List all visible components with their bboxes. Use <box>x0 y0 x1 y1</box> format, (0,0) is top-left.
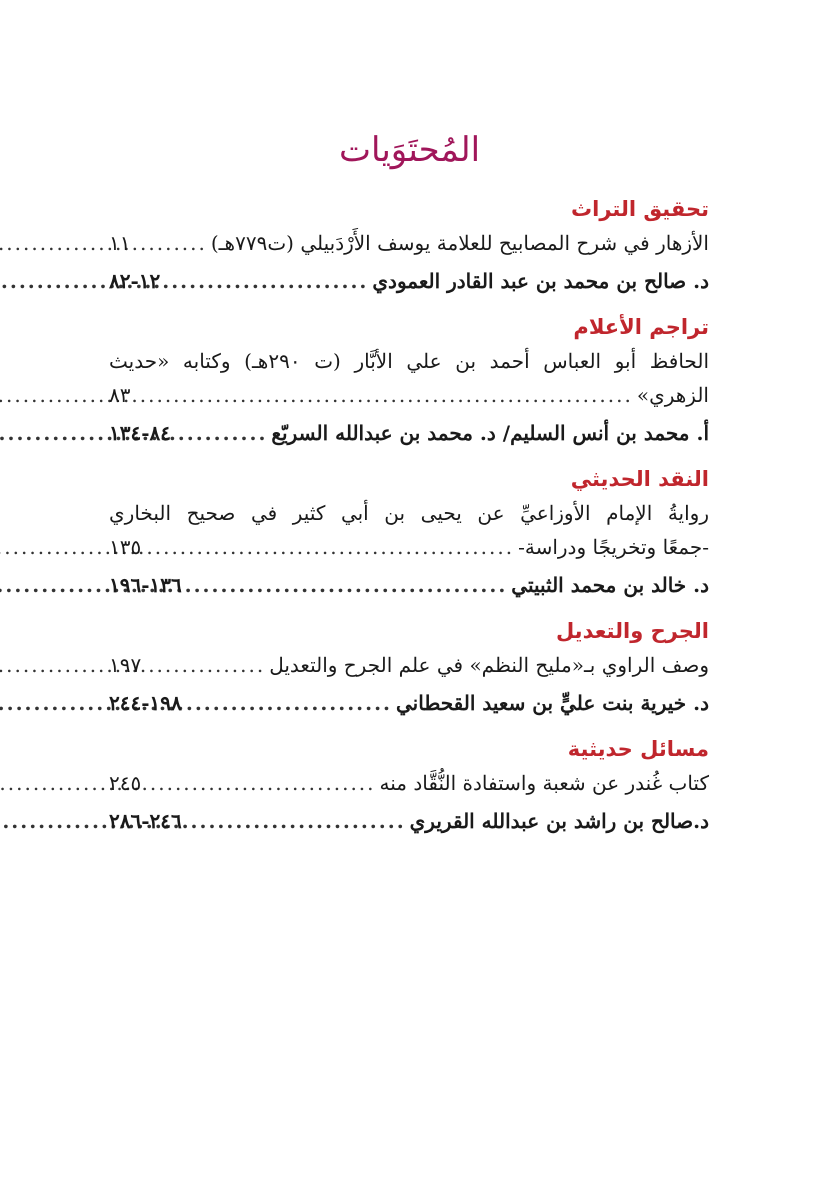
toc-section <box>109 464 709 602</box>
toc-entry-title[interactable] <box>109 226 709 260</box>
entry-title-line: الحافظ أبو العباس أحمد بن علي الأبَّار (ت ٢٩٠هـ) وكتابه «حديث <box>109 349 709 373</box>
entry-title-line: روايةُ الإمام الأوزاعيِّ عن يحيى بن أبي كثير في صحيح البخاري <box>109 501 709 525</box>
entry-title: الزهري» <box>636 383 709 407</box>
entry-title: وصف الراوي بـ«مليح النظم» في علم الجرح والتعديل <box>269 653 709 677</box>
section-heading: النقد الحديثي <box>570 467 709 491</box>
leader-dots <box>186 804 406 838</box>
page-range: ٨٤-١٣٤ <box>109 421 172 445</box>
section-heading: الجرح والتعديل <box>555 619 709 643</box>
leader-dots <box>186 568 508 602</box>
section-heading: تراجم الأعلام <box>573 315 709 339</box>
toc-section <box>109 734 709 838</box>
entry-title: كتاب غُندر عن شعبة واستفادة النُّقَّاد منه <box>379 771 709 795</box>
page-number: ١٩٧ <box>109 653 142 677</box>
author-name: د. صالح بن محمد بن عبد القادر العمودي <box>372 269 709 293</box>
toc-entry-author[interactable] <box>109 568 709 602</box>
leader-dots <box>145 530 514 564</box>
page-number: ١٣٥ <box>109 535 142 559</box>
toc-entry-title[interactable] <box>109 378 709 412</box>
toc-section <box>109 616 709 720</box>
toc-section <box>109 194 709 298</box>
leader-dots <box>134 226 206 260</box>
page-number: ١١ <box>109 231 131 255</box>
page-range: ٢٤٦-٢٨٦ <box>109 809 182 833</box>
toc-entry-title[interactable] <box>109 530 709 564</box>
leader-dots <box>134 378 632 412</box>
page-range: ١٩٨-٢٤٤ <box>109 691 182 715</box>
toc-section <box>109 312 709 450</box>
entry-title: الأزهار في شرح المصابيح للعلامة يوسف الأَرْدَبيلي (ت٧٧٩هـ) <box>210 231 709 255</box>
page-title: المُحتَوَيات <box>338 130 481 170</box>
page-number: ٢٤٥ <box>109 771 142 795</box>
leader-dots <box>145 766 375 800</box>
toc-entry-author[interactable] <box>109 416 709 450</box>
toc-entry-author[interactable] <box>109 686 709 720</box>
section-heading: تحقيق التراث <box>571 197 709 221</box>
leader-dots <box>145 648 265 682</box>
table-of-contents <box>109 194 709 852</box>
leader-dots <box>186 686 392 720</box>
leader-dots <box>175 416 267 450</box>
author-name: د. خالد بن محمد الثبيتي <box>511 573 709 597</box>
author-name: أ. محمد بن أنس السليم/ د. محمد بن عبدالله السريّع <box>271 421 709 445</box>
toc-entry-author[interactable] <box>109 264 709 298</box>
page-range: ١٣٦-١٩٦ <box>109 573 182 597</box>
page-range: ١٢-٨٢ <box>109 269 161 293</box>
section-heading: مسائل حديثية <box>567 737 709 761</box>
entry-title: -جمعًا وتخريجًا ودراسة- <box>518 535 709 559</box>
author-name: د.صالح بن راشد بن عبدالله القريري <box>409 809 709 833</box>
leader-dots <box>164 264 368 298</box>
toc-entry-author[interactable] <box>109 804 709 838</box>
toc-entry-title[interactable] <box>109 648 709 682</box>
toc-entry-title[interactable] <box>109 766 709 800</box>
author-name: د. خيرية بنت عليٍّ بن سعيد القحطاني <box>396 691 709 715</box>
page-number: ٨٣ <box>109 383 131 407</box>
